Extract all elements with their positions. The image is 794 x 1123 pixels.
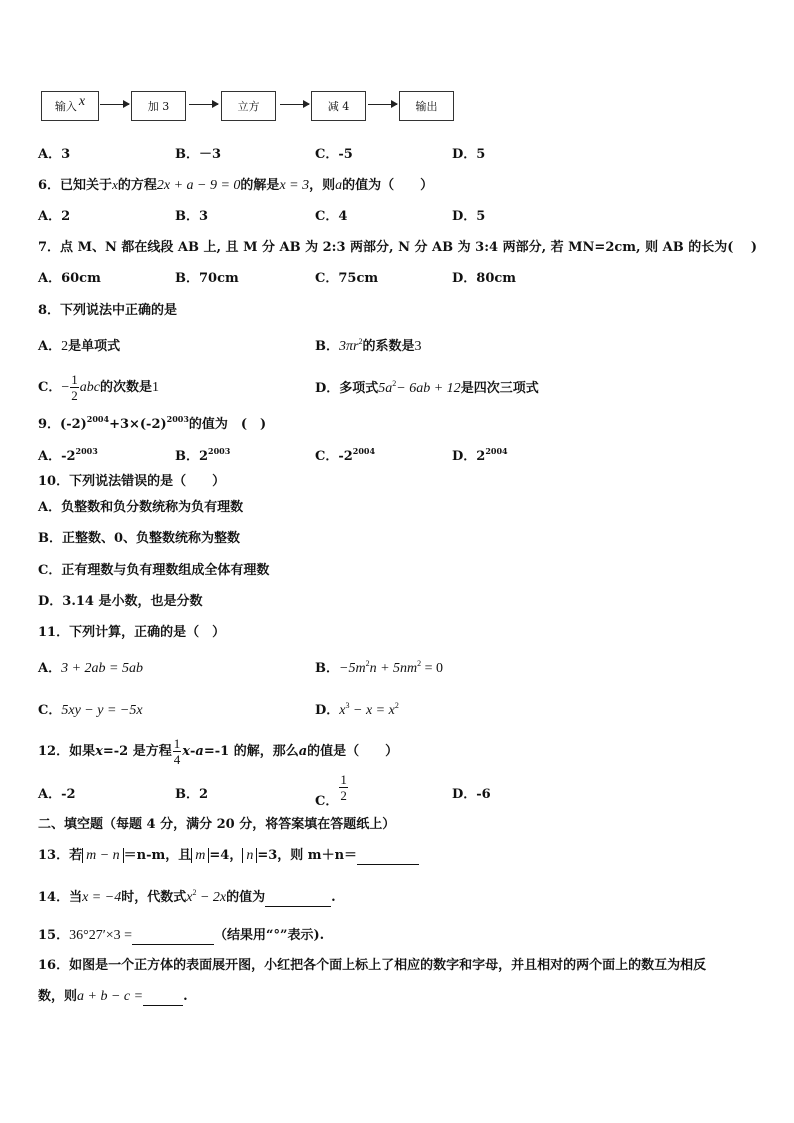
q8-c-var: abc [79,380,100,395]
q11-d-exp-2: 2 [394,701,399,710]
q8-c-denominator: 2 [71,388,78,403]
q14-answer-blank[interactable] [265,892,331,907]
q9-option-c [315,448,375,466]
q11-b-math-3: = 0 [421,661,444,676]
q12-option-c [315,772,349,809]
q11-b-exp-1: 2 [365,659,370,668]
q9-part-1: 9．(-2) [38,417,87,432]
q10-option-d: D．3.14 是小数，也是分数 [38,594,203,609]
q9-d-exp: 2004 [485,446,508,456]
q16-text-2: . [183,989,188,1004]
q12-option-a: A．-2 [38,787,76,802]
q5-option-d: D．5 [452,147,486,162]
q14-text-3: 的值为 [226,890,266,905]
q14-text-1: 14．当 [38,890,83,905]
q11-d-prefix: D． [315,703,340,718]
q15-answer-blank[interactable] [132,930,214,945]
q7-option-b: B．70cm [175,271,239,286]
q5-option-b: B．－3 [175,147,222,162]
q12-text-8: 的值是（ ） [307,744,399,759]
q13-abs-2: m [191,848,209,863]
q9-c-exp: 2004 [352,446,376,456]
q8-c-numerator: 1 [71,372,78,387]
q14-expr-2: − 2x [196,890,227,905]
q8-c-value: 1 [152,380,159,395]
q7-option-d: D．80cm [452,271,517,286]
question-15 [38,927,324,945]
q6-number: 6． [38,178,61,193]
q8-b-exp: 2 [358,337,363,346]
q6-var-a: a [335,178,343,193]
flow-box-input-label: 输入 [54,100,77,113]
q8-c-sign: − [61,380,70,395]
q8-option-b [315,338,421,356]
q11-d-exp-1: 3 [345,701,350,710]
q13-text-2: ＝n-m，且 [123,848,192,863]
q10-option-c: C．正有理数与负有理数组成全体有理数 [38,563,270,578]
q12-text-6: =-1 的解，那么 [203,744,299,759]
q12-c-fraction [339,772,348,803]
q8-a-text: 是单项式 [68,339,121,354]
q12-option-b: B．2 [175,787,209,802]
q6-text-4: ，则 [309,178,336,193]
question-9 [38,416,266,434]
q13-abs-1: m − n [82,848,124,863]
q12-text-5: a [195,744,204,759]
q14-condition: x = −4 [82,890,122,905]
q8-c-text: 的次数是 [99,380,152,395]
q12-c-denominator: 2 [340,788,347,803]
q11-c-math: 5xy − y = −5x [61,703,143,718]
q15-expression: 36°27′×3 = [69,928,133,943]
q6-text-5: 的值为（ ） [342,178,434,193]
q8-c-prefix: C． [38,380,62,395]
q9-b-base: B．2 [175,449,209,464]
q9-a-exp: 2003 [75,446,98,456]
q8-d-math-1: 5a [378,381,393,396]
q13-abs-3: n [242,848,257,863]
section-2-heading: 二、填空题（每题 4 分，满分 20 分，将答案填在答题纸上） [38,817,396,832]
q9-option-b [175,448,230,466]
q11-d-math-2: − x = x [349,703,395,718]
q9-exp-1: 2004 [86,414,110,424]
q15-text: （结果用“°”表示). [214,928,325,943]
q6-solution: x = 3 [279,178,310,193]
q9-part-3: 的值为 ( ) [188,417,267,432]
q8-a-math: 2 [61,339,69,354]
q6-text-2: 的方程 [117,178,157,193]
flow-arrow-4 [368,104,397,105]
q11-b-exp-2: 2 [417,659,422,668]
q16-answer-blank[interactable] [143,991,183,1006]
q12-option-d: D．-6 [452,787,491,802]
q14-text-4: . [331,890,336,905]
q12-denominator: 4 [173,752,181,767]
question-11: 11．下列计算，正确的是（ ） [38,625,226,640]
q12-c-numerator: 1 [340,772,347,787]
q9-c-base: C．-2 [315,449,353,464]
q11-option-c [38,702,143,720]
q15-number: 15． [38,928,70,943]
q11-b-math-2: n + 5nm [369,661,418,676]
q11-d-math-1: x [339,703,346,718]
question-14 [38,889,336,907]
q12-text-2: =-2 是方程 [102,744,172,759]
q9-a-base: A．-2 [38,449,76,464]
question-8: 8．下列说法中正确的是 [38,303,178,318]
q12-var-x: x [95,744,103,759]
q6-text-1: 已知关于 [60,178,113,193]
q6-option-a: A．2 [38,209,71,224]
q7-option-a: A．60cm [38,271,101,286]
q12-text-7: a [298,744,308,759]
q5-option-a: A．3 [38,147,71,162]
q14-expr-exp: 2 [192,888,197,897]
q8-b-math: 3πr [339,339,359,354]
q8-d-prefix: D．多项式 [315,381,379,396]
q11-option-a [38,660,143,678]
q8-b-text: 的系数是 [362,339,415,354]
q11-a-prefix: A． [38,661,62,676]
q11-option-b [315,660,443,678]
q12-text-3: x [182,744,190,759]
q9-b-exp: 2003 [208,446,231,456]
question-12 [38,735,398,769]
q6-option-b: B．3 [175,209,209,224]
flow-arrow-2 [189,104,218,105]
q7-option-c: C．75cm [315,271,379,286]
q10-option-b: B．正整数、0、负整数统称为整数 [38,531,241,546]
q6-equation: 2x + a − 9 = 0 [156,178,241,193]
question-16-line-2 [38,988,188,1006]
flow-box-input [41,91,99,121]
flow-box-cube-label: 立方 [237,100,260,113]
q13-answer-blank[interactable] [357,850,419,865]
q11-option-d [315,702,399,720]
q14-expr-1: x [186,890,193,905]
flow-box-add3-label: 加 3 [147,100,170,113]
flow-box-output [399,91,454,121]
question-13 [38,847,419,865]
q6-text-3: 的解是 [240,178,280,193]
flow-box-output-label: 输出 [415,100,438,113]
q9-part-2: +3×(-2) [109,417,167,432]
q9-d-base: D．2 [452,449,486,464]
q16-text-1: 数，则 [38,989,78,1004]
q8-option-c [38,372,159,403]
q8-a-prefix: A． [38,339,62,354]
q8-option-d [315,380,539,398]
q10-option-a: A．负整数和负分数统称为负有理数 [38,500,244,515]
question-16-line-1: 16．如图是一个正方体的表面展开图，小红把各个面上标上了相应的数字和字母，并且相对的两个面上的数互为相反 [38,958,707,973]
q9-option-d [452,448,508,466]
flow-box-add3 [131,91,186,121]
q8-d-text: 是四次三项式 [460,381,539,396]
q14-text-2: 时，代数式 [121,890,187,905]
q8-d-exp: 2 [392,379,397,388]
q8-b-prefix: B． [315,339,339,354]
flow-box-sub4 [311,91,366,121]
q8-c-fraction [70,372,79,403]
question-10: 10．下列说法错误的是（ ） [38,474,226,489]
flow-arrow-1 [100,104,129,105]
flow-box-sub4-label: 减 4 [327,100,350,113]
flow-box-input-var: x [78,94,86,109]
q12-text-1: 12．如果 [38,744,96,759]
q13-text-3: =4， [209,848,243,863]
q8-b-value: 3 [414,339,422,354]
q9-option-a [38,448,98,466]
q5-option-c: C．-5 [315,147,353,162]
flow-arrow-3 [280,104,309,105]
q16-expression: a + b − c = [77,989,144,1004]
q12-text-4: - [190,744,196,759]
q11-c-prefix: C． [38,703,62,718]
q12-c-prefix: C． [315,794,339,809]
q11-b-prefix: B． [315,661,339,676]
q13-text-1: 13．若 [38,848,83,863]
q6-option-d: D．5 [452,209,486,224]
flow-box-cube [221,91,276,121]
q8-d-math-2: − 6ab + 12 [396,381,461,396]
question-7: 7．点 M、N 都在线段 AB 上, 且 M 分 AB 为 2:3 两部分, N 分 AB 为 3:4 两部分, 若 MN=2cm, 则 AB 的长为( ) [38,240,758,255]
q11-b-math-1: −5m [339,661,366,676]
q6-var-x: x [112,177,118,192]
q6-option-c: C．4 [315,209,348,224]
q9-exp-2: 2003 [166,414,189,424]
q11-a-math: 3 + 2ab = 5ab [61,661,143,676]
question-6 [38,176,433,195]
q13-text-4: =3，则 m＋n＝ [257,848,358,863]
q12-fraction [173,736,182,767]
q12-numerator: 1 [173,736,181,751]
q8-option-a [38,338,120,356]
